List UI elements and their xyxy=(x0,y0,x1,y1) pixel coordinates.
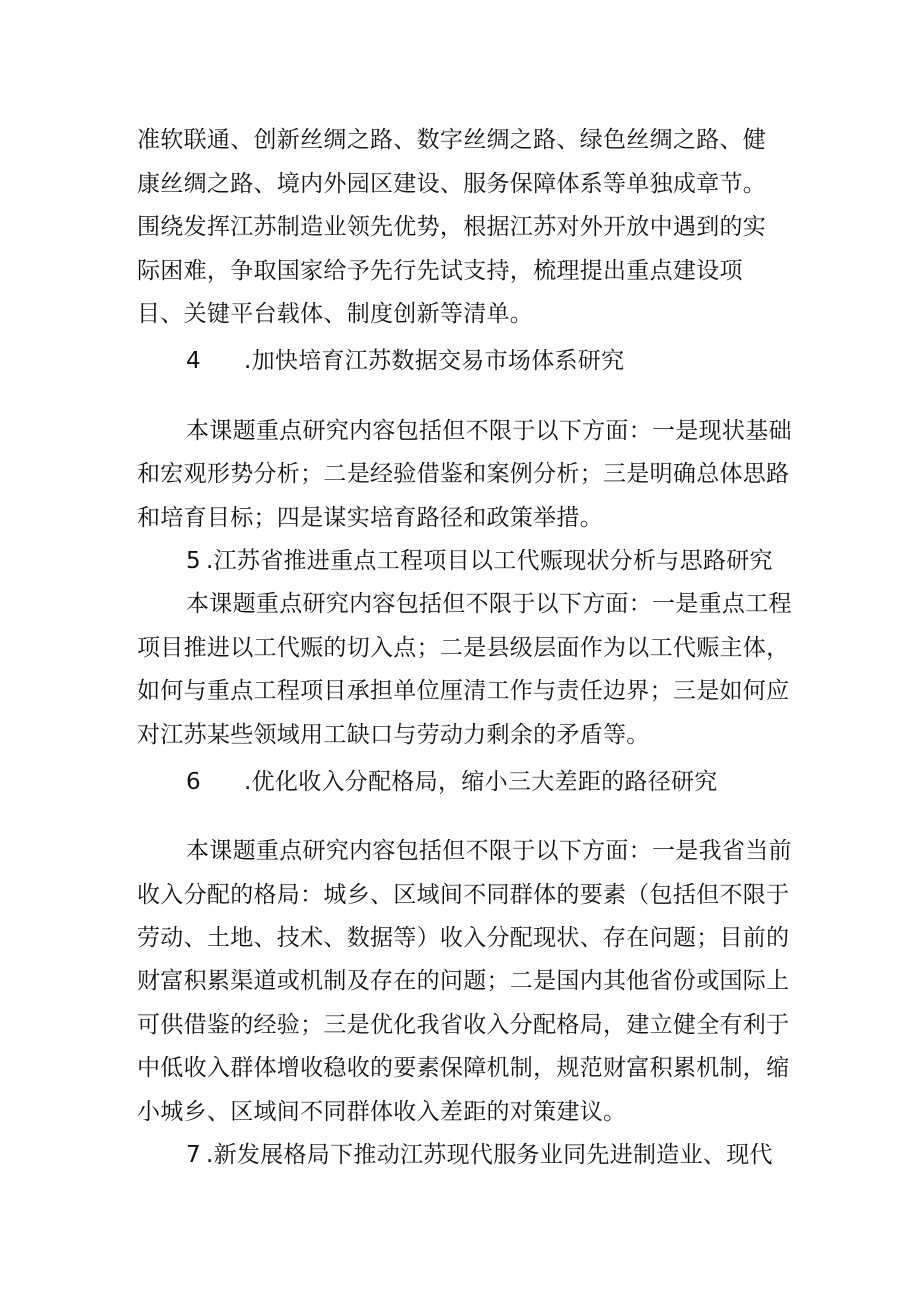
body-line: 本课题重点研究内容包括但不限于以下方面：一是我省当前 xyxy=(186,838,792,864)
body-line: 和宏观形势分析；二是经验借鉴和案例分析；三是明确总体思路 xyxy=(137,461,790,487)
body-line: 如何与重点工程项目承担单位厘清工作与责任边界；三是如何应 xyxy=(137,678,790,704)
body-line: 本课题重点研究内容包括但不限于以下方面：一是现状基础 xyxy=(186,418,792,444)
section-heading xyxy=(186,767,718,797)
body-line: 中低收入群体增收稳收的要素保障机制，规范财富积累机制，缩 xyxy=(137,1055,790,1081)
body-line: 可供借鉴的经验；三是优化我省收入分配格局，建立健全有利于 xyxy=(137,1012,790,1038)
section-number: 5 xyxy=(186,548,201,574)
section-heading xyxy=(186,346,624,376)
section-title: .新发展格局下推动江苏现代服务业同先进制造业、现代 xyxy=(206,1142,773,1168)
body-line: 项目推进以工代赈的切入点；二是县级层面作为以工代赈主体， xyxy=(137,635,790,661)
section-number: 7 xyxy=(186,1142,201,1168)
body-line: 际困难，争取国家给予先行先试支持，梳理提出重点建设项 xyxy=(137,258,743,284)
section-title: .江苏省推进重点工程项目以工代赈现状分析与思路研究 xyxy=(206,548,773,574)
body-line: 康丝绸之路、境内外园区建设、服务保障体系等单独成章节。 xyxy=(137,171,767,197)
body-line: 本课题重点研究内容包括但不限于以下方面：一是重点工程 xyxy=(186,591,792,617)
body-line: 财富积累渠道或机制及存在的问题；二是国内其他省份或国际上 xyxy=(137,968,790,994)
body-line: 对江苏某些领域用工缺口与劳动力剩余的矛盾等。 xyxy=(137,722,650,748)
section-number: 4 xyxy=(186,348,201,374)
body-line: 收入分配的格局：城乡、区域间不同群体的要素（包括但不限于 xyxy=(137,882,790,908)
body-line: 劳动、土地、技术、数据等）收入分配现状、存在问题；目前的 xyxy=(137,925,790,951)
section-heading xyxy=(186,1140,773,1170)
body-line: 准软联通、创新丝绸之路、数字丝绸之路、绿色丝绸之路、健 xyxy=(137,127,767,153)
body-line: 围绕发挥江苏制造业领先优势，根据江苏对外开放中遇到的实 xyxy=(137,214,767,240)
body-line: 目、关键平台载体、制度创新等清单。 xyxy=(137,301,534,327)
body-line: 小城乡、区域间不同群体收入差距的对策建议。 xyxy=(137,1099,627,1125)
section-heading xyxy=(186,546,773,576)
section-title: .加快培育江苏数据交易市场体系研究 xyxy=(244,348,625,374)
body-line: 和培育目标；四是谋实培育路径和政策举措。 xyxy=(137,505,603,531)
section-number: 6 xyxy=(186,769,201,795)
section-title: .优化收入分配格局，缩小三大差距的路径研究 xyxy=(244,769,718,795)
